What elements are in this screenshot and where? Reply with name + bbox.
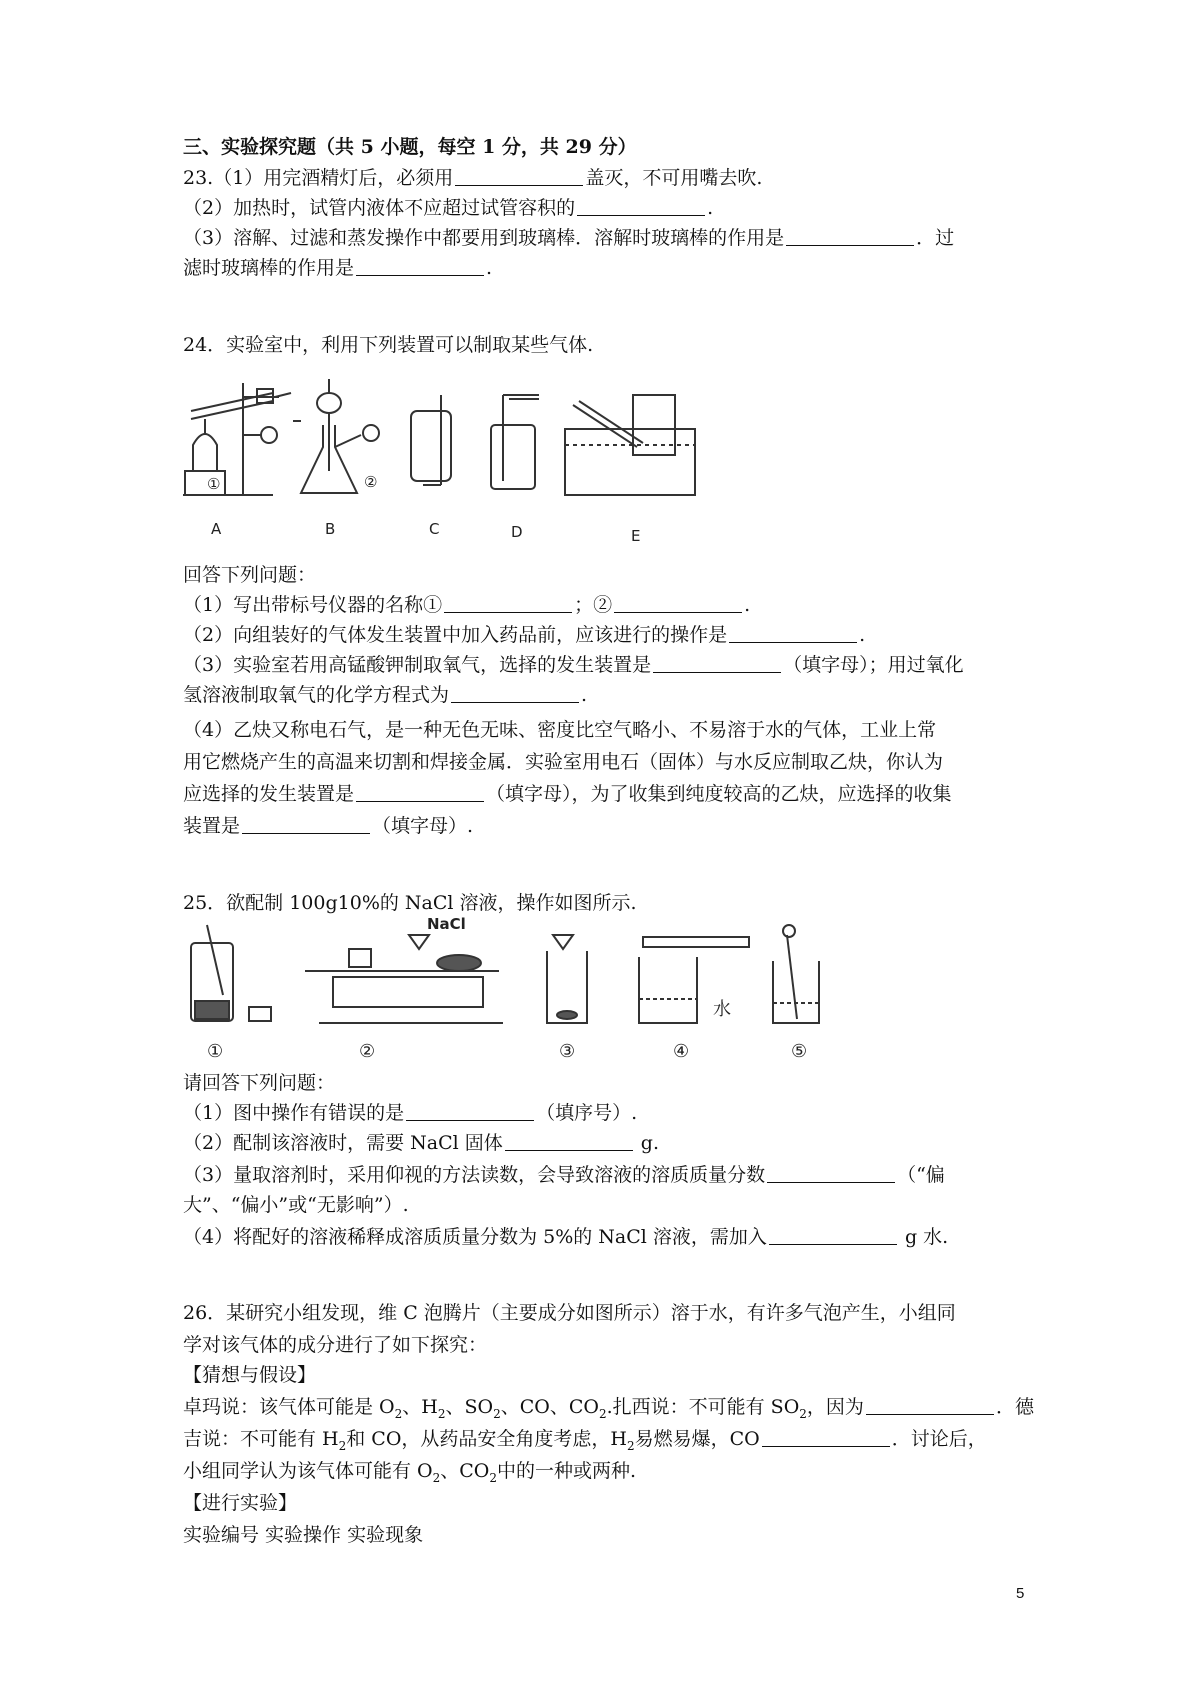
gas-apparatus-figure [183,375,743,545]
step-1-bottle [191,925,271,1021]
answer-blank[interactable] [444,592,572,613]
answer-blank[interactable] [767,1162,895,1183]
answer-blank[interactable] [455,165,583,186]
q23-line-3: （3）溶解、过滤和蒸发操作中都要用到玻璃棒．溶解时玻璃棒的作用是 ．过 [183,227,955,249]
nacl-label: NaCl [427,915,466,933]
answer-blank[interactable] [786,225,914,246]
q25-part-3: （3）量取溶剂时，采用仰视的方法读数，会导致溶液的溶质质量分数 （“偏 [183,1164,945,1186]
step-5-beaker [773,925,819,1023]
section-title: 三、实验探究题（共 5 小题，每空 1 分，共 29 分） [183,136,637,158]
q26-heading-hypothesis: 【猜想与假设】 [183,1364,317,1386]
label-4: ④ [673,1041,690,1062]
q24-part-4-l3: 应选择的发生装置是 （填字母），为了收集到纯度较高的乙炔，应选择的收集 [183,783,952,805]
q24-part-4-l1: （4）乙炔又称电石气，是一种无色无味、密度比空气略小、不易溶于水的气体，工业上常 [183,719,937,741]
q24-part-3-cont: 氢溶液制取氧气的化学方程式为 . [183,684,588,706]
answer-blank[interactable] [769,1224,897,1245]
mark-2: ② [364,473,378,491]
q24-part-3: （3）实验室若用高锰酸钾制取氧气，选择的发生装置是 （填字母）；用过氧化 [183,654,964,676]
mark-1: ① [207,475,221,493]
q25-part-4: （4）将配好的溶液稀释成溶质质量分数为 5%的 NaCl 溶液，需加入 g 水. [183,1226,949,1248]
q26-heading-experiment: 【进行实验】 [183,1492,298,1514]
apparatus-d [491,395,539,489]
q23-line-4: 滤时玻璃棒的作用是 . [183,257,493,279]
label-c: C [429,520,440,538]
answer-blank[interactable] [577,195,705,216]
q25-part-2: （2）配制该溶液时，需要 NaCl 固体 g. [183,1132,659,1154]
q26-line-1: 26．某研究小组发现，维 C 泡腾片（主要成分如图所示）溶于水，有许多气泡产生，小组同 [183,1302,956,1324]
answer-blank[interactable] [406,1100,534,1121]
label-3: ③ [559,1041,576,1062]
answer-blank[interactable] [356,255,484,276]
q24-part-1: （1）写出带标号仪器的名称① ；② . [183,594,751,616]
answer-blank[interactable] [242,813,370,834]
q25-part-1: （1）图中操作有错误的是 （填序号）. [183,1102,638,1124]
label-e: E [631,527,641,545]
answer-blank[interactable] [762,1426,890,1447]
q24-prompt: 回答下列问题： [183,564,317,586]
page-number: 5 [1016,1585,1025,1602]
answer-blank[interactable] [451,682,579,703]
step-4-beaker [639,937,749,1023]
apparatus-c [411,395,451,485]
q25-stem: 25．欲配制 100g10%的 NaCl 溶液，操作如图所示. [183,892,637,914]
q26-line-5: 小组同学认为该气体可能有 $O_2$、$CO_2$中的一种或两种. [183,1460,637,1485]
solution-prep-figure [183,915,883,1065]
answer-blank[interactable] [653,652,781,673]
q24-stem: 24．实验室中，利用下列装置可以制取某些气体. [183,334,594,356]
label-2: ② [359,1041,376,1062]
label-5: ⑤ [791,1041,808,1062]
label-a: A [211,520,222,538]
q26-line-2: 学对该气体的成分进行了如下探究： [183,1334,488,1356]
q25-prompt: 请回答下列问题： [183,1072,336,1094]
q24-part-2: （2）向组装好的气体发生装置中加入药品前，应该进行的操作是 . [183,624,866,646]
q26-table-header: 实验编号 实验操作 实验现象 [183,1524,424,1546]
q23-line-1: 23.（1）用完酒精灯后，必须用 盖灭，不可用嘴去吹. [183,167,763,189]
water-label: 水 [713,999,731,1020]
q24-part-4-l4: 装置是 （填字母）. [183,815,474,837]
step-2-balance [305,935,503,1023]
answer-blank[interactable] [356,781,484,802]
q26-line-4: 吉说：不可能有 $H_2$和 CO，从药品安全角度考虑，$H_2$易燃易爆，CO ．讨论后， [183,1428,987,1453]
apparatus-a [183,383,291,495]
label-d: D [511,523,523,541]
answer-blank[interactable] [866,1394,994,1415]
answer-blank[interactable] [505,1130,633,1151]
label-1: ① [207,1041,224,1062]
q25-part-3-cont: 大”、“偏小”或“无影响”）. [183,1194,409,1216]
answer-blank[interactable] [614,592,742,613]
apparatus-e [565,395,695,495]
step-3-beaker [547,935,587,1023]
q26-line-3: 卓玛说：该气体可能是 $O_2$、$H_2$、$SO_2$、CO、$CO_2$.扎西说：不可能有 $SO_2$，因为 ．德 [183,1396,1034,1421]
answer-blank[interactable] [729,622,857,643]
q23-line-2: （2）加热时，试管内液体不应超过试管容积的 . [183,197,714,219]
label-b: B [325,520,336,538]
q24-part-4-l2: 用它燃烧产生的高温来切割和焊接金属．实验室用电石（固体）与水反应制取乙炔，你认为 [183,751,944,773]
